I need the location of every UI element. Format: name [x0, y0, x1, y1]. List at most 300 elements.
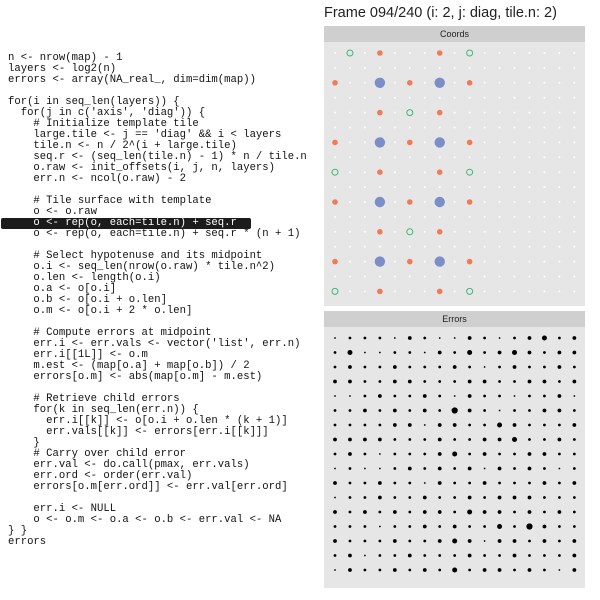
- coord-grid-dot: [499, 290, 501, 292]
- coord-point-midpoint: [467, 140, 473, 146]
- error-point: [558, 496, 561, 499]
- coord-grid-dot: [454, 141, 456, 143]
- error-point: [378, 481, 382, 485]
- coord-grid-dot: [364, 171, 366, 173]
- coord-grid-dot: [543, 290, 545, 292]
- error-point: [423, 510, 427, 514]
- error-point: [558, 365, 562, 369]
- coord-grid-dot: [454, 156, 456, 158]
- coord-grid-dot: [439, 186, 441, 188]
- coord-point-child: [347, 50, 353, 56]
- code-line: # Initialize template tile: [8, 118, 199, 130]
- coord-grid-dot: [528, 216, 530, 218]
- error-point: [454, 395, 456, 397]
- error-point: [528, 482, 531, 485]
- coord-grid-dot: [543, 156, 545, 158]
- error-point: [498, 366, 501, 369]
- code-line: err.ord <- order(err.val): [8, 470, 193, 482]
- error-point: [572, 423, 576, 427]
- error-point: [453, 511, 456, 514]
- coord-grid-dot: [364, 112, 366, 114]
- error-point: [438, 510, 442, 514]
- error-point: [543, 481, 547, 485]
- coord-grid-dot: [409, 97, 411, 99]
- coord-grid-dot: [439, 276, 441, 278]
- error-point: [364, 540, 367, 543]
- error-point: [558, 453, 561, 456]
- error-point: [572, 539, 576, 543]
- coord-grid-dot: [499, 276, 501, 278]
- coord-grid-dot: [543, 112, 545, 114]
- coord-grid-dot: [364, 141, 366, 143]
- coord-grid-dot: [394, 216, 396, 218]
- error-point: [572, 481, 576, 485]
- code-line: err.vals[[k]] <- errors[err.i[[k]]]: [8, 426, 269, 438]
- error-point: [424, 424, 426, 426]
- coord-grid-dot: [543, 231, 545, 233]
- error-point: [334, 468, 336, 470]
- error-point: [393, 539, 397, 543]
- error-point: [348, 452, 352, 456]
- error-point: [378, 424, 381, 427]
- error-point: [408, 336, 412, 340]
- coord-grid-dot: [409, 52, 411, 54]
- coord-grid-dot: [543, 97, 545, 99]
- error-point: [423, 337, 426, 340]
- coord-grid-dot: [394, 261, 396, 263]
- coord-grid-dot: [528, 246, 530, 248]
- error-point: [364, 496, 367, 499]
- coord-point-child: [467, 288, 473, 294]
- coord-grid-dot: [558, 290, 560, 292]
- error-point: [468, 424, 471, 427]
- error-point: [438, 481, 442, 485]
- error-point: [543, 496, 546, 499]
- error-point: [408, 482, 411, 485]
- coord-grid-dot: [558, 112, 560, 114]
- coord-grid-dot: [543, 171, 545, 173]
- error-point: [468, 496, 472, 500]
- error-point: [483, 554, 486, 557]
- error-point: [438, 496, 441, 499]
- error-point: [483, 510, 487, 514]
- coord-grid-dot: [334, 156, 336, 158]
- error-point: [512, 437, 517, 442]
- coord-grid-dot: [454, 261, 456, 263]
- error-point: [378, 496, 382, 500]
- coord-grid-dot: [349, 216, 351, 218]
- coords-plot: [324, 42, 585, 306]
- coord-grid-dot: [558, 231, 560, 233]
- error-point: [364, 395, 367, 398]
- coord-grid-dot: [499, 216, 501, 218]
- coord-grid-dot: [469, 97, 471, 99]
- errors-panel-title: Errors: [324, 311, 585, 327]
- error-point: [513, 539, 517, 543]
- error-point: [393, 510, 397, 514]
- error-point: [334, 351, 337, 354]
- code-line: o.m <- o[o.i + 2 * o.len]: [8, 305, 193, 317]
- error-point: [334, 453, 337, 456]
- coord-grid-dot: [394, 67, 396, 69]
- coord-grid-dot: [514, 67, 516, 69]
- coord-grid-dot: [484, 276, 486, 278]
- coord-grid-dot: [394, 156, 396, 158]
- coord-point-midpoint: [467, 259, 473, 265]
- error-point: [378, 380, 381, 383]
- error-point: [423, 540, 426, 543]
- coord-grid-dot: [543, 141, 545, 143]
- coord-grid-dot: [558, 276, 560, 278]
- error-point: [334, 337, 336, 339]
- coord-grid-dot: [424, 171, 426, 173]
- coord-grid-dot: [394, 276, 396, 278]
- coord-grid-dot: [364, 216, 366, 218]
- error-point: [483, 424, 486, 427]
- error-point: [542, 336, 547, 341]
- error-point: [408, 366, 411, 369]
- coords-panel: [324, 26, 585, 306]
- error-point: [498, 467, 502, 471]
- code-line: err.i <- NULL: [8, 503, 117, 515]
- coord-grid-dot: [514, 112, 516, 114]
- error-point: [349, 409, 352, 412]
- coord-grid-dot: [528, 276, 530, 278]
- error-point: [543, 554, 546, 557]
- error-point: [528, 424, 531, 427]
- coord-grid-dot: [558, 97, 560, 99]
- coord-grid-dot: [334, 67, 336, 69]
- coord-grid-dot: [558, 186, 560, 188]
- error-point: [558, 409, 562, 413]
- error-point: [393, 482, 396, 485]
- coord-grid-dot: [484, 52, 486, 54]
- error-point: [438, 409, 441, 412]
- coord-grid-dot: [349, 82, 351, 84]
- error-point: [573, 409, 576, 412]
- coord-grid-dot: [528, 127, 530, 129]
- error-point: [408, 554, 412, 558]
- coord-grid-dot: [484, 246, 486, 248]
- error-point: [468, 380, 472, 384]
- error-point: [453, 554, 456, 557]
- coord-grid-dot: [514, 231, 516, 233]
- coord-point-midpoint: [437, 50, 443, 56]
- error-point: [333, 481, 337, 485]
- error-point: [468, 336, 472, 340]
- coord-point-midpoint: [377, 50, 383, 56]
- error-point: [543, 351, 546, 354]
- error-point: [453, 467, 456, 470]
- error-point: [498, 496, 502, 500]
- error-point: [558, 554, 561, 557]
- coord-point-midpoint: [467, 80, 473, 86]
- coord-grid-dot: [454, 82, 456, 84]
- error-point: [453, 380, 456, 383]
- error-point: [349, 525, 352, 528]
- error-point: [349, 540, 352, 543]
- coord-point-midpoint: [437, 169, 443, 175]
- error-point: [468, 539, 472, 543]
- error-point: [349, 496, 352, 499]
- error-point: [498, 510, 502, 514]
- coord-grid-dot: [409, 290, 411, 292]
- error-point: [513, 453, 516, 456]
- error-point: [543, 511, 546, 514]
- error-point: [393, 438, 396, 441]
- coord-grid-dot: [573, 231, 575, 233]
- coord-grid-dot: [424, 127, 426, 129]
- error-point: [334, 569, 336, 571]
- coord-grid-dot: [528, 67, 530, 69]
- coord-grid-dot: [484, 127, 486, 129]
- coord-grid-dot: [379, 156, 381, 158]
- coord-grid-dot: [424, 276, 426, 278]
- error-point: [423, 568, 427, 572]
- coord-grid-dot: [558, 246, 560, 248]
- error-point: [378, 394, 382, 398]
- coord-grid-dot: [514, 97, 516, 99]
- coord-grid-dot: [558, 67, 560, 69]
- error-point: [484, 468, 486, 470]
- coord-grid-dot: [424, 246, 426, 248]
- error-point: [408, 525, 411, 528]
- error-point: [393, 423, 397, 427]
- error-point: [378, 511, 381, 514]
- coord-grid-dot: [364, 290, 366, 292]
- error-point: [498, 380, 501, 383]
- error-point: [498, 395, 501, 398]
- error-point: [468, 482, 471, 485]
- error-point: [334, 395, 336, 397]
- coord-point-endpoint: [375, 256, 385, 266]
- coord-point-child: [407, 110, 413, 116]
- error-point: [349, 395, 351, 397]
- coord-point-midpoint: [377, 289, 383, 295]
- error-point: [423, 453, 426, 456]
- coord-grid-dot: [573, 276, 575, 278]
- coord-grid-dot: [484, 156, 486, 158]
- coord-grid-dot: [454, 67, 456, 69]
- error-point: [423, 380, 426, 383]
- error-point: [528, 351, 532, 355]
- coord-grid-dot: [499, 82, 501, 84]
- coord-point-midpoint: [467, 199, 473, 205]
- coord-grid-dot: [573, 82, 575, 84]
- coord-grid-dot: [543, 216, 545, 218]
- error-point: [528, 540, 531, 543]
- error-point: [453, 482, 456, 485]
- coord-point-child: [407, 229, 413, 235]
- error-point: [468, 554, 472, 558]
- coord-grid-dot: [454, 52, 456, 54]
- error-point: [453, 496, 456, 499]
- error-point: [408, 540, 411, 543]
- coord-grid-dot: [558, 216, 560, 218]
- error-point: [348, 365, 352, 369]
- error-point: [513, 525, 516, 528]
- error-point: [483, 337, 486, 340]
- error-point: [453, 525, 457, 529]
- coord-grid-dot: [558, 52, 560, 54]
- errors-plot: [324, 327, 585, 588]
- error-point: [334, 424, 337, 427]
- code-line: # Tile surface with template: [8, 195, 212, 207]
- error-point: [333, 380, 337, 384]
- error-point: [393, 409, 397, 413]
- coord-grid-dot: [514, 171, 516, 173]
- coord-grid-dot: [484, 261, 486, 263]
- coord-grid-dot: [528, 290, 530, 292]
- coord-grid-dot: [364, 82, 366, 84]
- error-point: [526, 523, 532, 529]
- coord-grid-dot: [349, 290, 351, 292]
- error-point: [379, 453, 381, 455]
- error-point: [543, 366, 546, 369]
- coord-grid-dot: [484, 290, 486, 292]
- coord-grid-dot: [394, 246, 396, 248]
- error-point: [468, 409, 472, 413]
- error-point: [424, 482, 426, 484]
- coord-grid-dot: [334, 127, 336, 129]
- coord-grid-dot: [349, 97, 351, 99]
- code-line: errors <- array(NA_real_, dim=dim(map)): [8, 74, 256, 86]
- coord-grid-dot: [514, 156, 516, 158]
- coord-grid-dot: [364, 261, 366, 263]
- error-point: [423, 438, 426, 441]
- error-point: [379, 468, 381, 470]
- error-point: [528, 395, 531, 398]
- error-point: [558, 540, 561, 543]
- coord-grid-dot: [543, 261, 545, 263]
- coord-grid-dot: [409, 186, 411, 188]
- error-point: [393, 351, 396, 354]
- error-point: [543, 452, 547, 456]
- coord-grid-dot: [484, 171, 486, 173]
- coord-grid-dot: [454, 231, 456, 233]
- coord-grid-dot: [424, 82, 426, 84]
- error-point: [438, 569, 441, 572]
- error-point: [483, 409, 486, 412]
- coord-grid-dot: [499, 67, 501, 69]
- error-point: [393, 453, 396, 456]
- coord-point-endpoint: [375, 78, 385, 88]
- error-point: [364, 468, 366, 470]
- error-point: [513, 511, 516, 514]
- coord-grid-dot: [439, 97, 441, 99]
- error-point: [334, 366, 337, 369]
- error-point: [438, 467, 442, 471]
- coord-grid-dot: [424, 261, 426, 263]
- coord-grid-dot: [364, 276, 366, 278]
- error-point: [348, 380, 352, 384]
- coord-point-midpoint: [407, 199, 413, 205]
- coord-grid-dot: [573, 97, 575, 99]
- coord-grid-dot: [394, 52, 396, 54]
- coord-grid-dot: [424, 186, 426, 188]
- coord-grid-dot: [543, 246, 545, 248]
- error-point: [364, 569, 367, 572]
- coord-grid-dot: [499, 112, 501, 114]
- coord-point-midpoint: [377, 110, 383, 116]
- code-line: o.i <- seq_len(nrow(o.raw) * tile.n^2): [8, 261, 276, 273]
- coord-grid-dot: [499, 261, 501, 263]
- coord-point-midpoint: [332, 259, 338, 265]
- error-point: [378, 366, 381, 369]
- error-point: [378, 409, 381, 412]
- error-point: [513, 554, 517, 558]
- error-point: [558, 424, 561, 427]
- coord-grid-dot: [334, 231, 336, 233]
- coord-grid-dot: [514, 186, 516, 188]
- coord-grid-dot: [469, 246, 471, 248]
- coord-grid-dot: [528, 52, 530, 54]
- coord-grid-dot: [528, 201, 530, 203]
- coord-point-midpoint: [377, 229, 383, 235]
- coord-point-endpoint: [435, 197, 445, 207]
- coord-grid-dot: [454, 246, 456, 248]
- error-point: [349, 337, 352, 340]
- coord-grid-dot: [514, 127, 516, 129]
- coord-grid-dot: [558, 141, 560, 143]
- error-point: [513, 409, 516, 412]
- error-point: [393, 467, 396, 470]
- error-point: [543, 424, 546, 427]
- coord-grid-dot: [424, 290, 426, 292]
- error-point: [378, 438, 382, 442]
- error-point: [558, 337, 561, 340]
- code-line: large.tile <- j == 'diag' && i < layers: [8, 129, 282, 141]
- coord-grid-dot: [364, 246, 366, 248]
- coord-grid-dot: [543, 127, 545, 129]
- coord-grid-dot: [469, 216, 471, 218]
- code-line: }: [8, 437, 40, 449]
- error-point: [408, 569, 411, 572]
- error-point: [364, 337, 367, 340]
- coord-grid-dot: [454, 201, 456, 203]
- coord-grid-dot: [394, 290, 396, 292]
- coord-grid-dot: [349, 186, 351, 188]
- error-point: [452, 539, 457, 544]
- coord-grid-dot: [484, 201, 486, 203]
- error-point: [468, 453, 471, 456]
- error-point: [484, 366, 486, 368]
- error-point: [528, 336, 532, 340]
- coord-point-midpoint: [332, 199, 338, 205]
- error-point: [499, 337, 501, 339]
- error-point: [333, 510, 337, 514]
- error-point: [393, 525, 396, 528]
- error-point: [393, 395, 396, 398]
- coord-point-midpoint: [332, 80, 338, 86]
- coord-point-endpoint: [435, 137, 445, 147]
- error-point: [483, 395, 486, 398]
- error-point: [499, 410, 501, 412]
- coord-grid-dot: [573, 216, 575, 218]
- coord-grid-dot: [499, 186, 501, 188]
- error-point: [468, 569, 471, 572]
- error-point: [528, 380, 532, 384]
- error-point: [378, 569, 381, 572]
- coord-grid-dot: [364, 201, 366, 203]
- error-point: [543, 467, 546, 470]
- error-point: [528, 510, 532, 514]
- error-point: [393, 568, 397, 572]
- error-point: [423, 496, 427, 500]
- coord-grid-dot: [469, 156, 471, 158]
- error-point: [408, 351, 411, 354]
- coord-grid-dot: [543, 52, 545, 54]
